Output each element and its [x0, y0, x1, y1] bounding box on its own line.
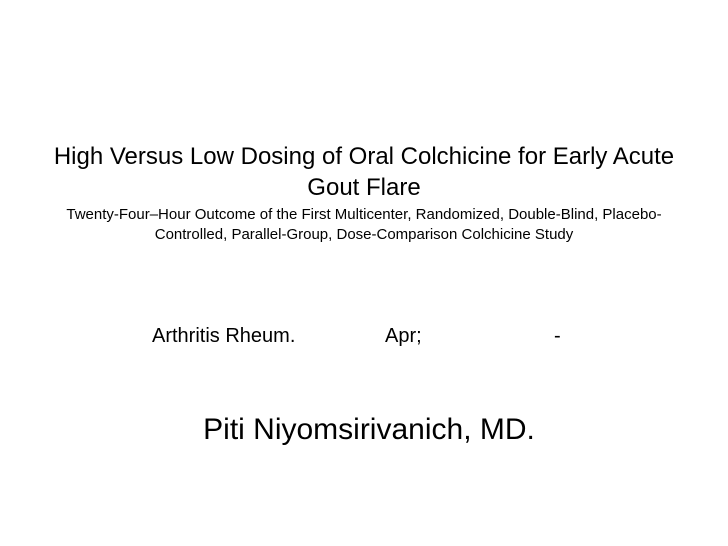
- citation-journal: Arthritis Rheum.: [152, 325, 296, 347]
- citation-month: Apr;: [385, 325, 422, 347]
- slide-subtitle: Twenty-Four–Hour Outcome of the First Multicenter, Randomized, Double-Blind, Placebo-Controlled, Parallel-Group, Dose-Comparison Colchicine Study: [66, 206, 662, 243]
- slide-title: High Versus Low Dosing of Oral Colchicine for Early Acute Gout Flare: [53, 143, 675, 201]
- citation-dash: -: [554, 325, 561, 347]
- author-name: Piti Niyomsirivanich, MD.: [203, 413, 535, 446]
- citation: [0, 325, 728, 355]
- title-block: [40, 141, 688, 245]
